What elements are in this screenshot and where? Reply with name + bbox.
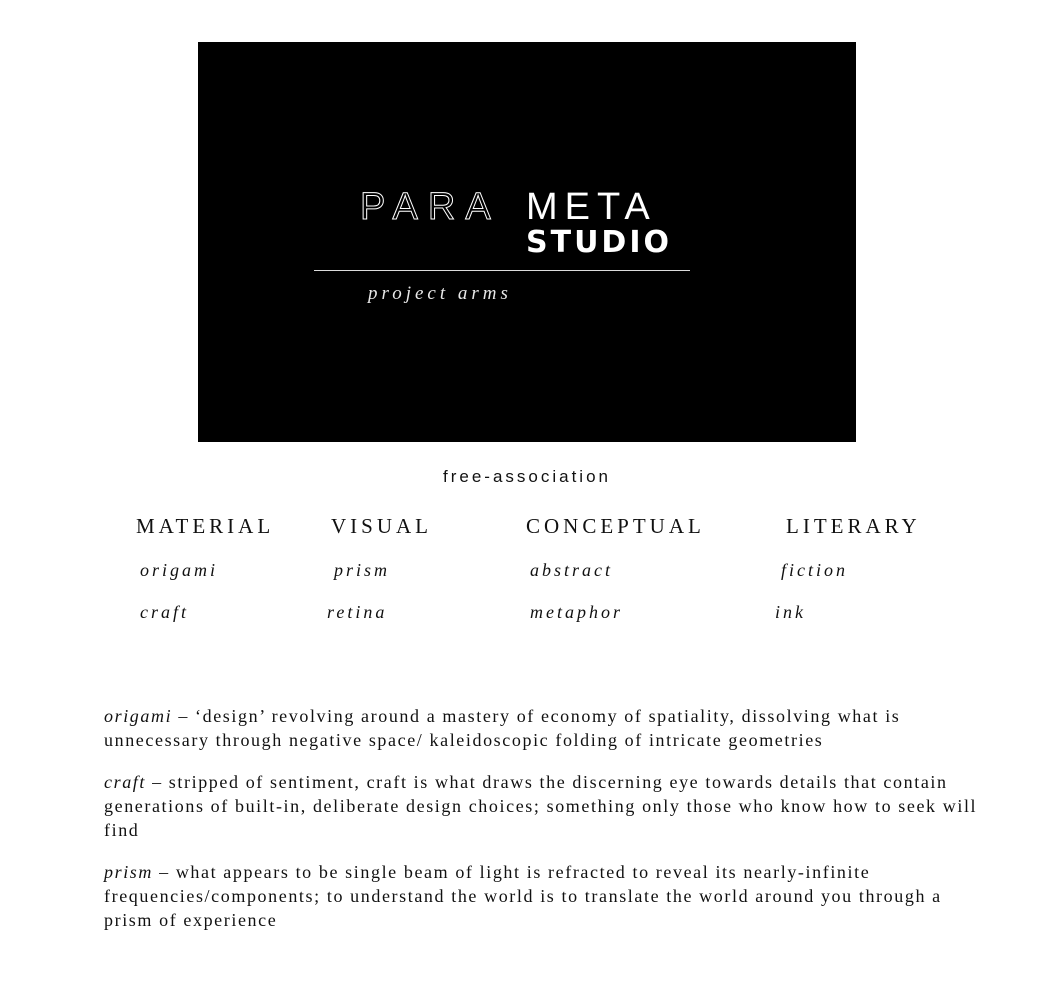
column-heading-material: MATERIAL <box>136 514 275 538</box>
definition-prism <box>104 860 984 932</box>
word-retina: retina <box>327 602 388 622</box>
column-heading-literary: LITERARY <box>786 514 921 538</box>
section-subtitle: free-association <box>442 467 611 486</box>
definition-text: – stripped of sentiment, craft is what draws the discerning eye towards details that contain generations of built-in, deliberate design choices; something only those who know how to seek will find <box>104 772 978 840</box>
definition-text: – what appears to be single beam of light is refracted to reveal its nearly-infinite frequencies/components; to understand the world is to translate the world around you through a prism of experience <box>104 862 942 930</box>
word-abstract: abstract <box>530 560 614 580</box>
word-metaphor: metaphor <box>530 602 623 622</box>
word-fiction: fiction <box>781 560 848 580</box>
logo-para-text: PARA <box>360 186 501 228</box>
definition-text: – ‘design’ revolving around a mastery of economy of spatiality, dissolving what is unnecessary through negative space/ kaleidoscopic folding of intricate geometries <box>104 706 901 750</box>
word-origami: origami <box>140 560 219 580</box>
logo-studio-text: STUDIO <box>526 225 672 260</box>
word-prism: prism <box>334 560 391 580</box>
word-craft: craft <box>140 602 189 622</box>
hero-banner <box>198 42 856 442</box>
definition-term: craft <box>104 772 146 792</box>
definition-term: prism <box>104 862 154 882</box>
logo-tagline: project arms <box>368 283 512 304</box>
word-ink: ink <box>775 602 806 622</box>
logo-divider <box>314 270 690 271</box>
definition-craft <box>104 770 984 842</box>
column-heading-visual: VISUAL <box>331 514 432 538</box>
logo-meta-text: META <box>526 186 657 228</box>
definition-origami <box>104 704 984 752</box>
definition-term: origami <box>104 706 173 726</box>
column-heading-conceptual: CONCEPTUAL <box>526 514 705 538</box>
